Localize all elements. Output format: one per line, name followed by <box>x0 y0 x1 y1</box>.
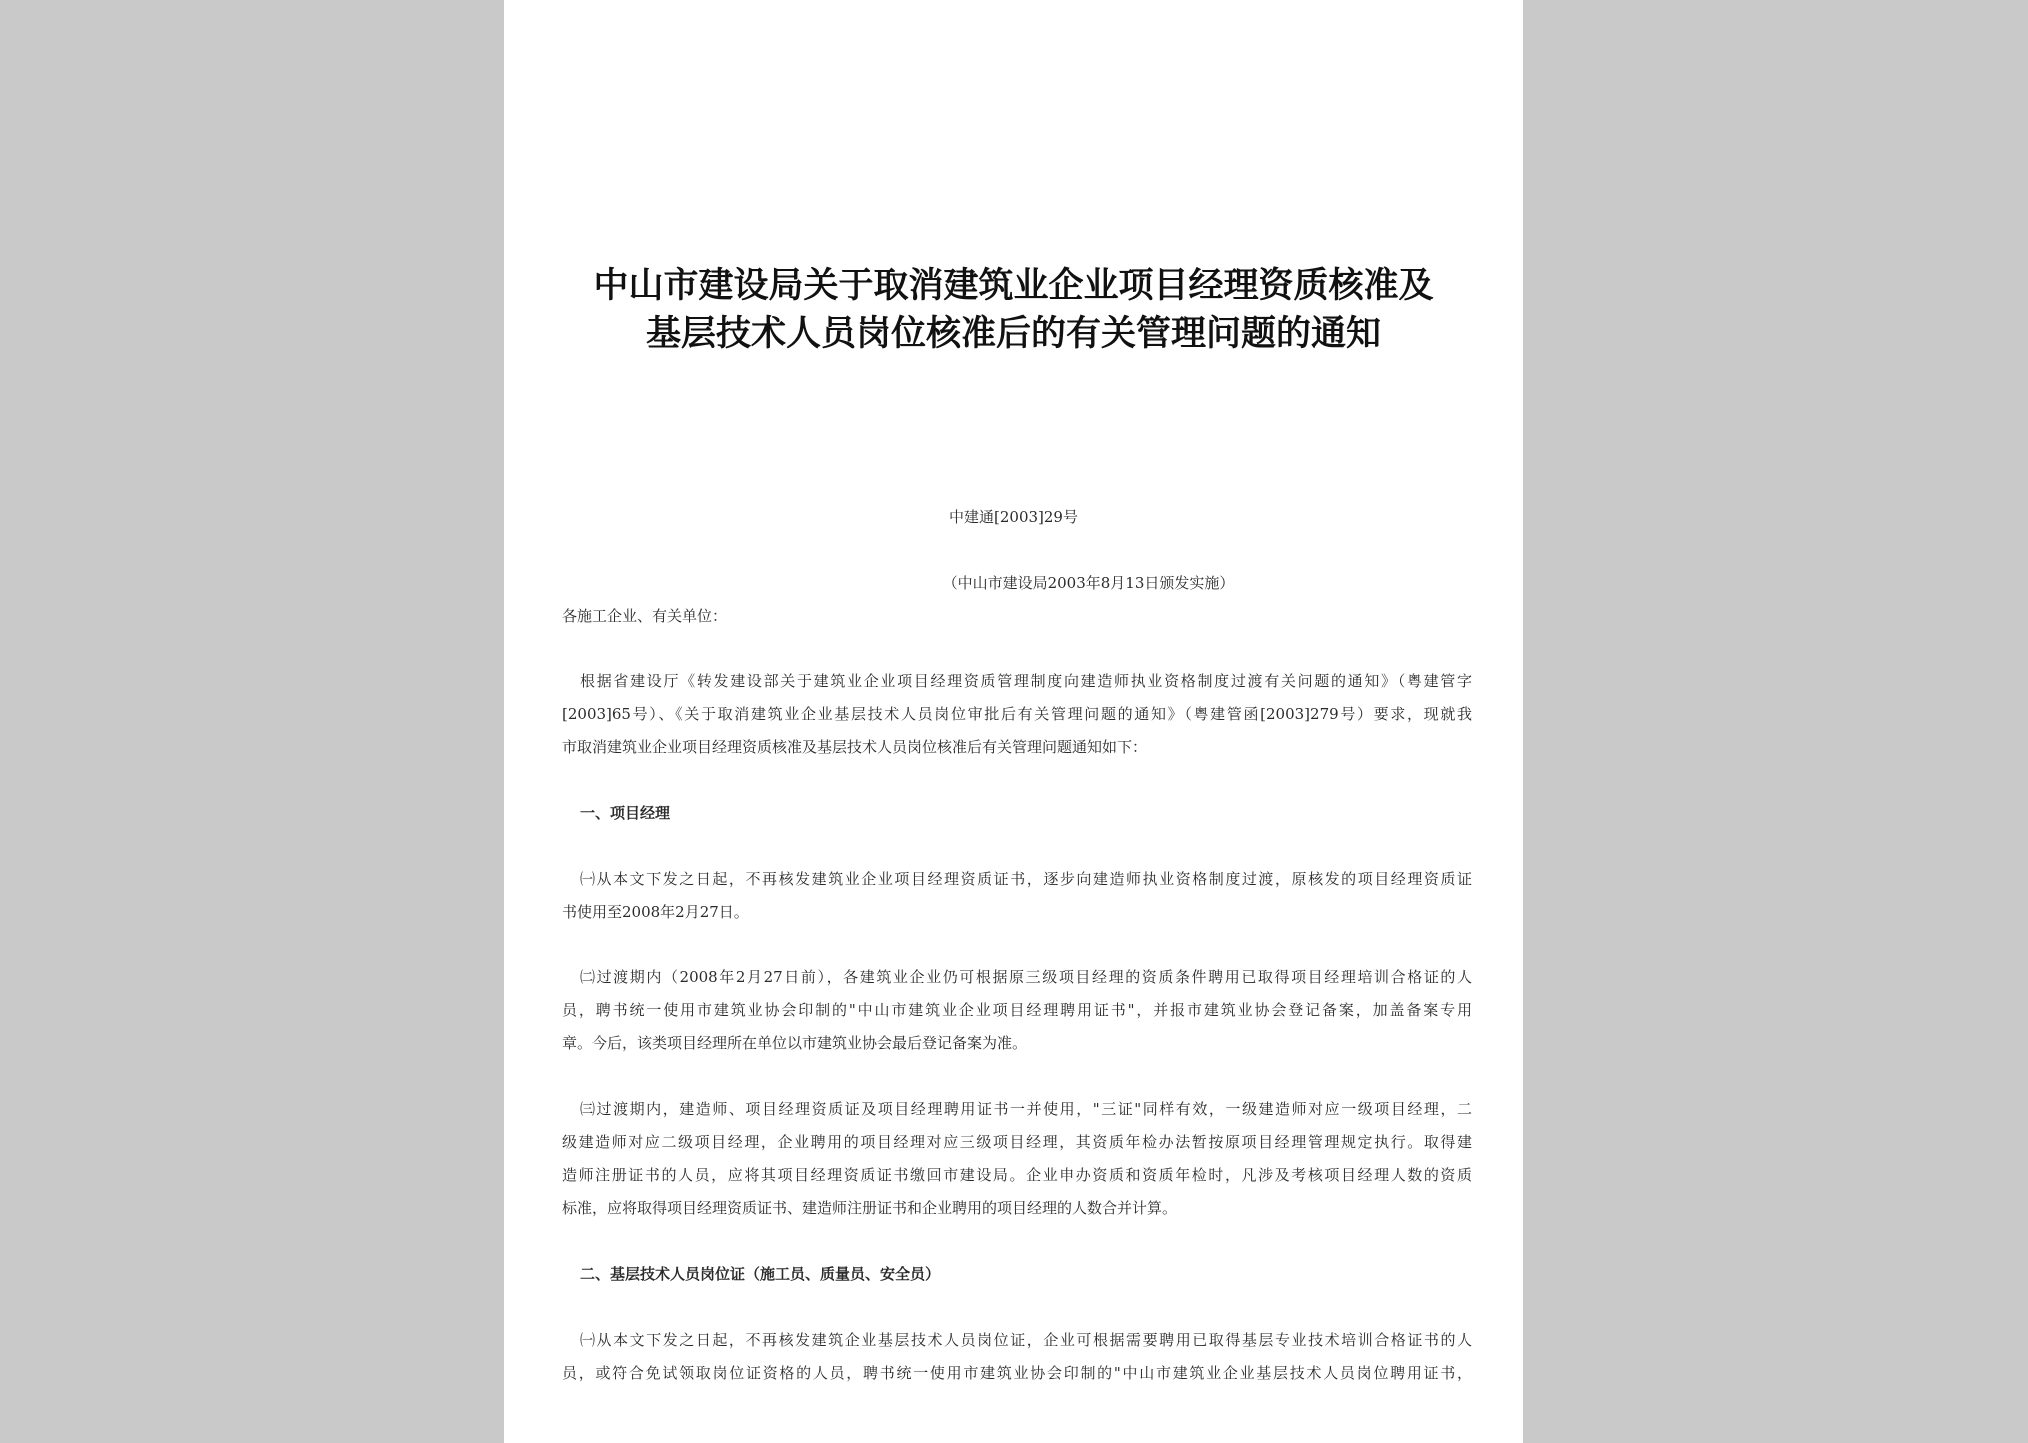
document-title-line-2: 基层技术人员岗位核准后的有关管理问题的通知 <box>645 313 1381 354</box>
intro-line: 市取消建筑业企业项目经理资质核准及基层技术人员岗位核准后有关管理问题通知如下： <box>562 738 1148 756</box>
paragraph-line: 级建造师对应二级项目经理，企业聘用的项目经理对应三级项目经理，其资质年检办法暂按原项目经理管理规定执行。取得建 <box>562 1133 1472 1151</box>
paragraph-line: ㈢过渡期内，建造师、项目经理资质证及项目经理聘用证书一并使用，"三证"同样有效，一级建造师对应一级项目经理，二 <box>580 1100 1472 1118</box>
paragraph-line: 标准，应将取得项目经理资质证书、建造师注册证书和企业聘用的项目经理的人数合并计算。 <box>562 1199 1178 1217</box>
issue-note: （中山市建设局2003年8月13日颁发实施） <box>942 574 1235 592</box>
section-heading-grassroots-technicians: 二、基层技术人员岗位证（施工员、质量员、安全员） <box>580 1265 941 1283</box>
section-heading-project-manager: 一、项目经理 <box>580 804 671 822</box>
intro-line: [2003]65号）、《关于取消建筑业企业基层技术人员岗位审批后有关管理问题的通知》（粤建管函[2003]279号）要求，现就我 <box>562 705 1472 723</box>
paragraph-line: ㈡过渡期内（2008年2月27日前），各建筑业企业仍可根据原三级项目经理的资质条件聘用已取得项目经理培训合格证的人 <box>580 968 1472 986</box>
paragraph-line: 书使用至2008年2月27日。 <box>562 903 749 921</box>
paragraph-line: 员，或符合免试领取岗位证资格的人员，聘书统一使用市建筑业协会印制的"中山市建筑业企业基层技术人员岗位聘用证书， <box>562 1364 1472 1382</box>
paragraph-line: ㈠从本文下发之日起，不再核发建筑业企业项目经理资质证书，逐步向建造师执业资格制度过渡，原核发的项目经理资质证 <box>580 870 1472 888</box>
paragraph-line: ㈠从本文下发之日起，不再核发建筑企业基层技术人员岗位证，企业可根据需要聘用已取得基层专业技术培训合格证书的人 <box>580 1331 1472 1349</box>
paragraph-line: 章。今后，该类项目经理所在单位以市建筑业协会最后登记备案为准。 <box>562 1034 1028 1052</box>
salutation: 各施工企业、有关单位： <box>562 607 728 625</box>
document-number: 中建通[2003]29号 <box>949 508 1078 526</box>
intro-line: 根据省建设厅《转发建设部关于建筑业企业项目经理资质管理制度向建造师执业资格制度过渡有关问题的通知》（粤建管字 <box>580 672 1472 690</box>
paragraph-line: 造师注册证书的人员，应将其项目经理资质证书缴回市建设局。企业申办资质和资质年检时，凡涉及考核项目经理人数的资质 <box>562 1166 1472 1184</box>
document-page <box>504 0 1523 1443</box>
document-title-line-1: 中山市建设局关于取消建筑业企业项目经理资质核准及 <box>593 265 1434 306</box>
paragraph-line: 员，聘书统一使用市建筑业协会印制的"中山市建筑业企业项目经理聘用证书"，并报市建筑业协会登记备案，加盖备案专用 <box>562 1001 1472 1019</box>
